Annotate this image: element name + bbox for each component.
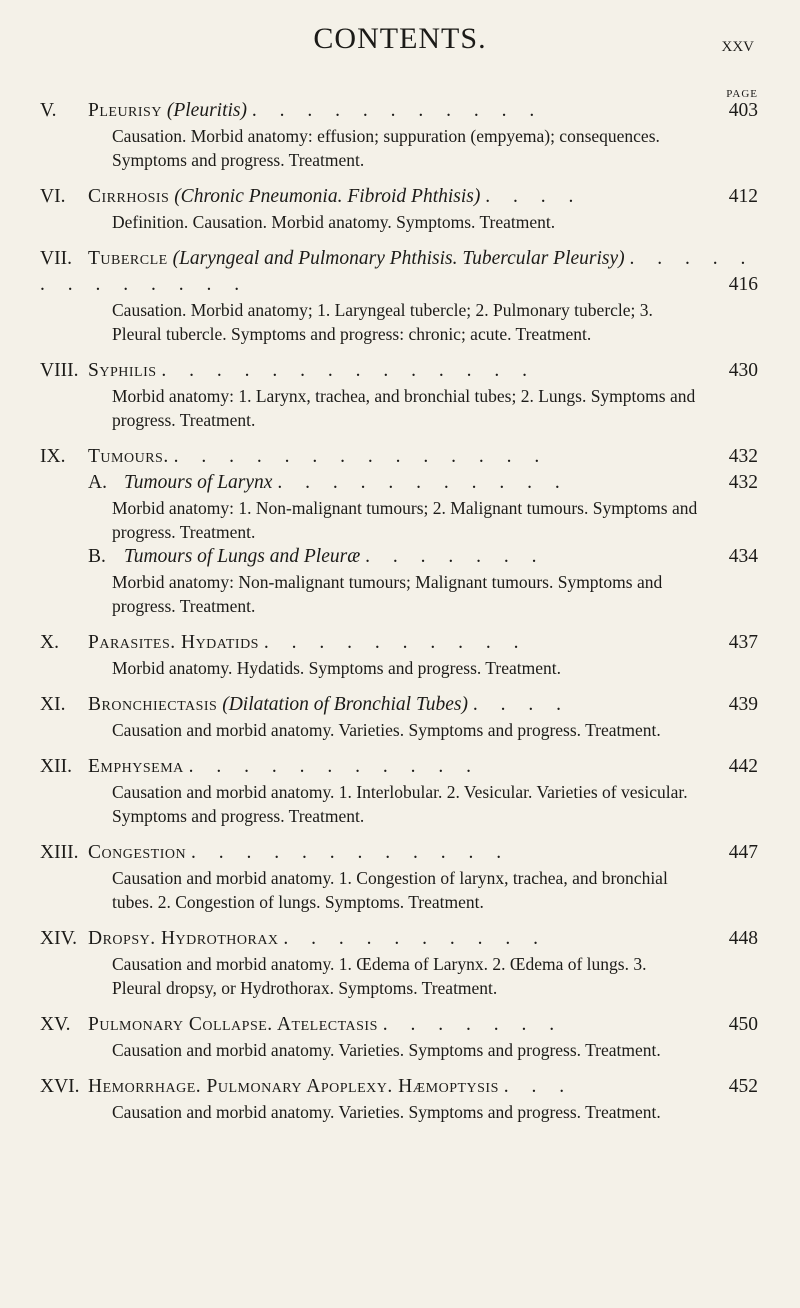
contents-entry (40, 246, 758, 346)
entry-description: Causation. Morbid anatomy; 1. Laryngeal tubercle; 2. Pulmonary tubercle; 3. Pleural tubercle. Symptoms and progress: chronic; acute. Treatment. (112, 300, 653, 344)
entry-title: Cirrhosis (88, 186, 170, 207)
entry-title: Tubercle (88, 248, 168, 269)
entry-heading: XV. Pulmonary Collapse. Atelectasis . . . . . . . 450 (40, 1012, 758, 1038)
entry-page: 437 (728, 632, 758, 653)
contents-entry (40, 98, 758, 172)
entry-heading: XI. Bronchiectasis (Dilatation of Bronchial Tubes) . . . . 439 (40, 692, 758, 718)
sub-entry-heading: A. Tumours of Larynx . . . . . . . . . . . 432 (88, 470, 758, 496)
contents-entry (40, 926, 758, 1000)
entry-page: 432 (728, 446, 758, 467)
page-column-label: PAGE (726, 88, 758, 100)
entry-page: 430 (728, 360, 758, 381)
entry-description: Causation and morbid anatomy. 1. Œdema of Larynx. 2. Œdema of lungs. 3. Pleural dropsy, or Hydrothorax. Symptoms. Treatment. (112, 954, 647, 998)
entry-description: Causation and morbid anatomy. 1. Interlobular. 2. Vesicular. Varieties of vesicular. Symptoms and progress. Treatment. (112, 782, 688, 826)
contents-entry (40, 754, 758, 828)
sub-entry-page: 432 (728, 472, 758, 493)
contents-list (40, 98, 758, 1136)
sub-entry-description: Morbid anatomy: 1. Non-malignant tumours; 2. Malignant tumours. Symptoms and progress. Treatment. (112, 498, 698, 542)
entry-page: 416 (728, 274, 758, 295)
entry-description: Causation and morbid anatomy. Varieties. Symptoms and progress. Treatment. (112, 1102, 661, 1122)
entry-heading: XII. Emphysema . . . . . . . . . . . 442 (40, 754, 758, 780)
chapter-number: XII. (40, 756, 72, 777)
entry-description: Morbid anatomy: 1. Larynx, trachea, and bronchial tubes; 2. Lungs. Symptoms and progress. Treatment. (112, 386, 696, 430)
entry-title: Tumours. (88, 446, 169, 467)
entry-page: 442 (728, 756, 758, 777)
entry-description: Definition. Causation. Morbid anatomy. Symptoms. Treatment. (112, 212, 556, 232)
sub-entry-letter: B. (88, 546, 106, 567)
running-title: CONTENTS. (313, 22, 487, 55)
entry-description: Causation. Morbid anatomy: effusion; suppuration (empyema); consequences. Symptoms and progress. Treatment. (112, 126, 660, 170)
sub-entry-title: Tumours of Larynx (124, 472, 273, 493)
entry-title: Pleurisy (88, 100, 162, 121)
entry-heading: X. Parasites. Hydatids . . . . . . . . . . 437 (40, 630, 758, 656)
chapter-number: VI. (40, 186, 66, 207)
entry-heading: VI. Cirrhosis (Chronic Pneumonia. Fibroid Phthisis) . . . . 412 (40, 184, 758, 210)
contents-entry (40, 630, 758, 680)
chapter-number: XIV. (40, 928, 78, 949)
entry-title: Pulmonary Collapse. Atelectasis (88, 1014, 378, 1035)
entry-title: Dropsy. Hydrothorax (88, 928, 279, 949)
sub-entry-heading: B. Tumours of Lungs and Pleuræ . . . . . . . 434 (88, 544, 758, 570)
chapter-number: V. (40, 100, 57, 121)
entry-description: Causation and morbid anatomy. Varieties. Symptoms and progress. Treatment. (112, 1040, 661, 1060)
sub-entry-title: Tumours of Lungs and Pleuræ (124, 546, 361, 567)
contents-entry (40, 444, 758, 618)
chapter-number: VII. (40, 248, 72, 269)
entry-title: Emphysema (88, 756, 184, 777)
chapter-number: XV. (40, 1014, 71, 1035)
sub-entry (88, 470, 758, 544)
contents-entry (40, 184, 758, 234)
sub-entry-description: Morbid anatomy: Non-malignant tumours; Malignant tumours. Symptoms and progress. Treatment. (112, 572, 663, 616)
entry-description: Morbid anatomy. Hydatids. Symptoms and progress. Treatment. (112, 658, 561, 678)
entry-subtitle: (Pleuritis) (166, 100, 247, 121)
chapter-number: IX. (40, 446, 66, 467)
entry-title: Congestion (88, 842, 187, 863)
entry-page: 452 (728, 1076, 758, 1097)
entry-heading: XIII. Congestion . . . . . . . . . . . . 447 (40, 840, 758, 866)
entry-heading: XVI. Hemorrhage. Pulmonary Apoplexy. Hæmoptysis . . . 452 (40, 1074, 758, 1100)
entry-heading: XIV. Dropsy. Hydrothorax . . . . . . . . . . 448 (40, 926, 758, 952)
chapter-number: VIII. (40, 360, 79, 381)
entry-page: 412 (728, 186, 758, 207)
entry-title: Hemorrhage. Pulmonary Apoplexy. Hæmoptysis (88, 1076, 499, 1097)
entry-title: Parasites. Hydatids (88, 632, 259, 653)
entry-description: Causation and morbid anatomy. 1. Congestion of larynx, trachea, and bronchial tubes. 2. Congestion of lungs. Symptoms. Treatment. (112, 868, 668, 912)
entry-subtitle: (Dilatation of Bronchial Tubes) (222, 694, 468, 715)
entry-page: 450 (728, 1014, 758, 1035)
entry-heading: VIII. Syphilis . . . . . . . . . . . . . . 430 (40, 358, 758, 384)
contents-entry (40, 840, 758, 914)
sub-entry (88, 544, 758, 618)
chapter-number: X. (40, 632, 59, 653)
contents-entry (40, 1012, 758, 1062)
contents-entry (40, 692, 758, 742)
running-head (0, 22, 800, 62)
entry-title: Bronchiectasis (88, 694, 218, 715)
entry-page: 439 (728, 694, 758, 715)
entry-description: Causation and morbid anatomy. Varieties. Symptoms and progress. Treatment. (112, 720, 661, 740)
chapter-number: XI. (40, 694, 66, 715)
entry-heading: IX. Tumours. . . . . . . . . . . . . . . 432 (40, 444, 758, 470)
entry-subtitle: (Chronic Pneumonia. Fibroid Phthisis) (174, 186, 481, 207)
contents-entry (40, 358, 758, 432)
sub-entry-page: 434 (728, 546, 758, 567)
entry-title: Syphilis (88, 360, 157, 381)
contents-entry (40, 1074, 758, 1124)
chapter-number: XVI. (40, 1076, 80, 1097)
entry-heading: VII. Tubercle (Laryngeal and Pulmonary Phthisis. Tubercular Pleurisy) . . . . . . . . . . . . . 416 (40, 246, 758, 298)
entry-subtitle: (Laryngeal and Pulmonary Phthisis. Tubercular Pleurisy) (172, 248, 625, 269)
entry-page: 447 (728, 842, 758, 863)
sub-entry-letter: A. (88, 472, 107, 493)
entry-page: 403 (728, 100, 758, 121)
entry-page: 448 (728, 928, 758, 949)
entry-heading: V. Pleurisy (Pleuritis) . . . . . . . . . . . 403 (40, 98, 758, 124)
chapter-number: XIII. (40, 842, 79, 863)
page-folio: xxv (721, 32, 754, 56)
